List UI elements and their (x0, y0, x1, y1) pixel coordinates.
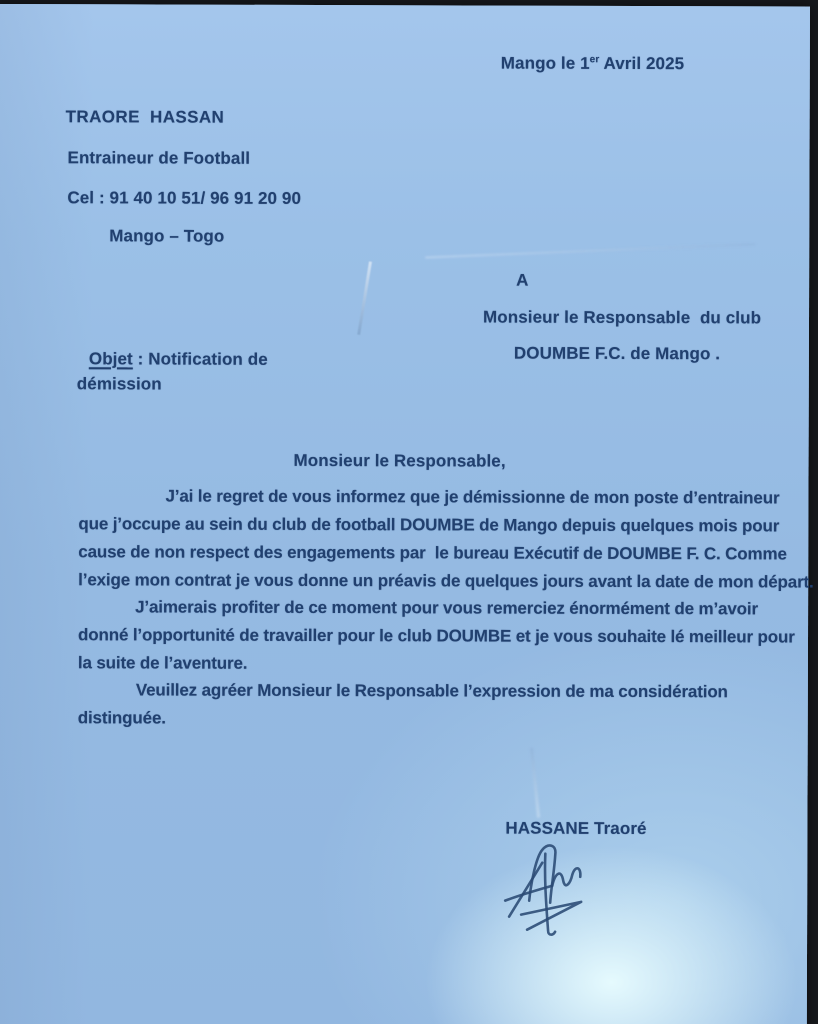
paper-crease (357, 261, 372, 335)
sender-city: Mango – Togo (109, 226, 225, 246)
sender-role: Entraineur de Football (67, 148, 251, 168)
subject-line-2: démission (76, 374, 162, 394)
paper-crease (425, 243, 755, 258)
handwritten-signature-icon (493, 839, 611, 943)
paragraph-line: J’aimerais profiter de ce moment pour vous remerciez énormément de m’avoir (135, 597, 758, 619)
date-rest: Avril 2025 (599, 53, 685, 74)
paragraph-line: la suite de l’aventure. (77, 653, 248, 673)
recipient-to: A (516, 270, 529, 290)
paper-crease (530, 748, 540, 818)
recipient-line-2: DOUMBE F.C. de Mango . (513, 343, 721, 364)
date-ordinal-superscript: er (589, 54, 600, 66)
paragraph-line: donné l’opportunité de travailler pour le club DOUMBE et je vous souhaite lé meilleur pour (77, 625, 795, 647)
date-line (501, 52, 684, 77)
paragraph-line: Veuillez agréer Monsieur le Responsable l’expression de ma considération (135, 680, 728, 702)
paragraph-1 (78, 482, 814, 596)
sender-name: TRAORE HASSAN (65, 107, 225, 127)
paragraph-2 (77, 593, 795, 679)
paragraph-line: cause de non respect des engagements par le bureau Exécutif de DOUMBE F. C. Comme (78, 542, 787, 564)
signoff-name: HASSANE Traoré (505, 818, 647, 839)
paragraph-line: J’ai le regret de vous informez que je démissionne de mon poste d’entraineur (165, 486, 780, 508)
salutation: Monsieur le Responsable, (293, 450, 506, 471)
paragraph-line: l’exige mon contrat je vous donne un préavis de quelques jours avant la date de mon départ. (78, 570, 814, 592)
sender-phone: Cel : 91 40 10 51/ 96 91 20 90 (67, 188, 302, 208)
subject-text: : Notification de (132, 349, 268, 369)
paragraph-line: que j’occupe au sein du club de football DOUMBE de Mango depuis quelques mois pour (78, 514, 780, 536)
recipient-line-1: Monsieur le Responsable du club (482, 307, 762, 328)
paragraph-line: distinguée. (77, 708, 166, 728)
letter-page (0, 4, 814, 1024)
paragraph-3 (78, 676, 768, 734)
subject-label: Objet (88, 349, 133, 369)
date-prefix: Mango le 1 (500, 53, 590, 73)
subject-line (89, 347, 268, 372)
